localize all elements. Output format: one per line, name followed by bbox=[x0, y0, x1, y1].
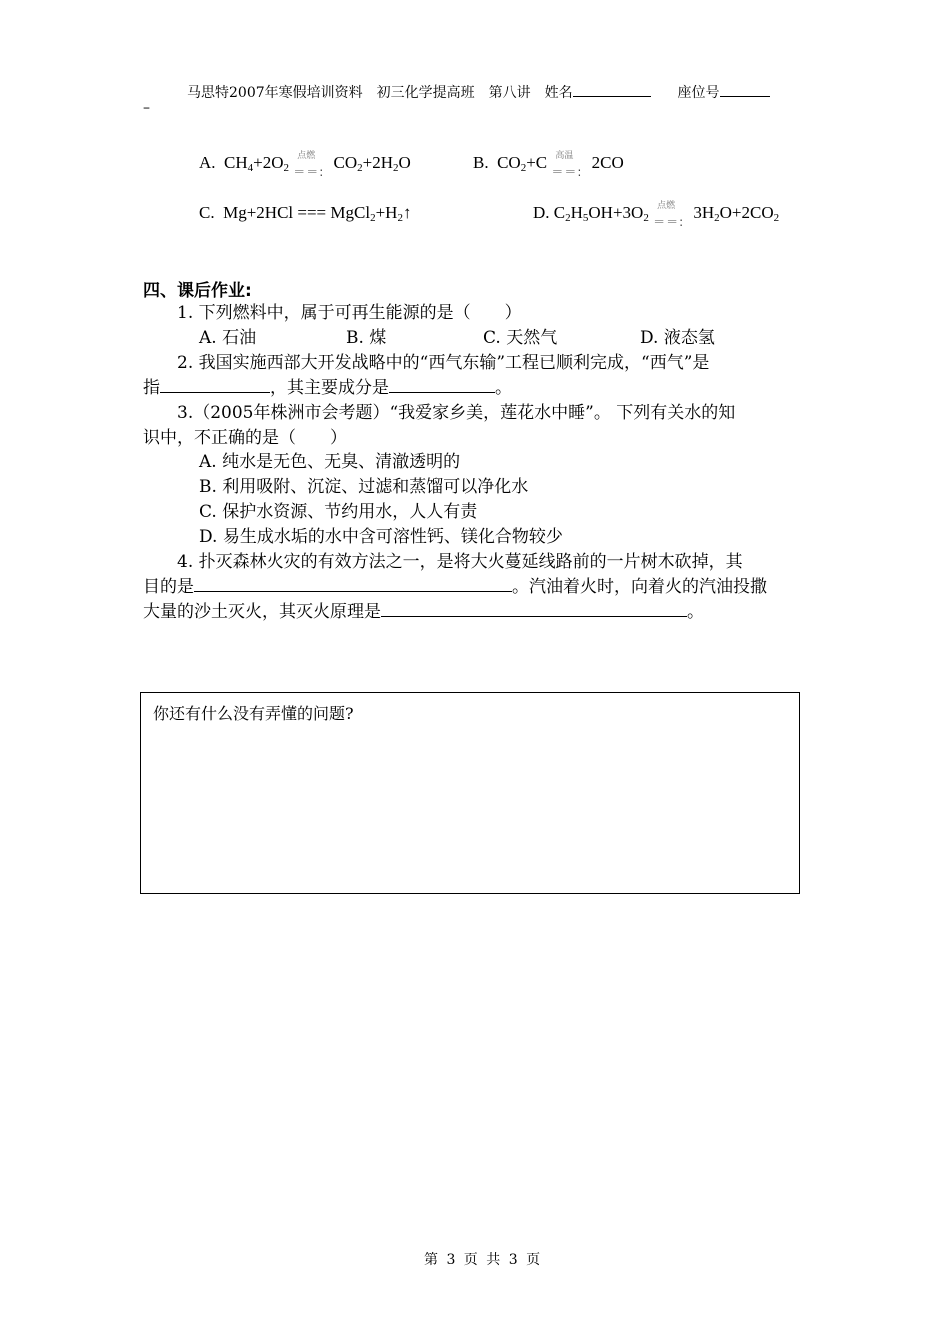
header-title: 马思特2007年寒假培训资料 初三化学提高班 第八讲 姓名 bbox=[187, 85, 573, 101]
question-2-line-1: 2. 我国实施西部大开发战略中的“西气东输”工程已顺利完成，“西气”是 bbox=[177, 353, 710, 373]
questions-box-prompt: 你还有什么没有弄懂的问题? bbox=[153, 704, 354, 723]
questions-box[interactable] bbox=[140, 692, 800, 894]
answer-blank[interactable] bbox=[389, 374, 495, 393]
question-4-line-2: 目的是 。汽油着火时，向着火的汽油投撒 bbox=[143, 572, 767, 597]
question-1-option-a: A. 石油 bbox=[199, 328, 257, 348]
equation-option-c: C. Mg+2HCl === $MgCl_2+H_2↑$ bbox=[199, 203, 412, 224]
equation-option-d: D. $C_2H_5OH+3O_2$ 点燃 ＝＝: $3H_2O+2CO_2$ bbox=[533, 201, 780, 230]
stray-mark: – bbox=[143, 100, 150, 116]
question-1-option-c: C. 天然气 bbox=[483, 328, 558, 348]
question-3-line-2: 识中，不正确的是（ ） bbox=[143, 428, 347, 448]
seat-label: 座位号 bbox=[677, 85, 720, 101]
section-title: 四、课后作业: bbox=[143, 281, 252, 301]
page-header bbox=[187, 82, 770, 102]
answer-blank[interactable] bbox=[160, 374, 270, 393]
reaction-condition: 高温 ＝＝: bbox=[551, 151, 583, 180]
equation-option-b: B. $CO_2+C$ 高温 ＝＝: 2CO bbox=[473, 151, 624, 180]
question-1-option-d: D. 液态氢 bbox=[640, 328, 715, 348]
gas-arrow-icon: ↑ bbox=[402, 203, 412, 222]
question-3-option-a: A. 纯水是无色、无臭、清澈透明的 bbox=[199, 452, 461, 472]
question-1-stem: 1. 下列燃料中，属于可再生能源的是（ ） bbox=[177, 303, 522, 323]
equation-option-a: A. $CH_4+2O_2$ 点燃 ＝＝: $CO_2+2H_2O$ bbox=[199, 151, 411, 180]
answer-blank[interactable] bbox=[194, 573, 512, 592]
question-3-option-d: D. 易生成水垢的水中含可溶性钙、镁化合物较少 bbox=[199, 527, 563, 547]
reaction-condition: 点燃 ＝＝: bbox=[293, 151, 325, 180]
question-2-line-2: 指 ，其主要成分是 。 bbox=[143, 373, 512, 398]
answer-blank[interactable] bbox=[381, 598, 687, 617]
page-footer: 第 3 页 共 3 页 bbox=[424, 1252, 543, 1268]
question-3-option-b: B. 利用吸附、沉淀、过滤和蒸馏可以净化水 bbox=[199, 477, 529, 497]
name-blank bbox=[573, 82, 651, 97]
question-4-line-1: 4. 扑灭森林火灾的有效方法之一，是将大火蔓延线路前的一片树木砍掉，其 bbox=[177, 552, 743, 572]
question-3-line-1: 3.（2005年株洲市会考题）“我爱家乡美，莲花水中睡”。 下列有关水的知 bbox=[177, 403, 736, 423]
question-3-option-c: C. 保护水资源、节约用水，人人有责 bbox=[199, 502, 478, 522]
question-1-option-b: B. 煤 bbox=[346, 328, 387, 348]
seat-blank bbox=[720, 82, 770, 97]
reaction-condition: 点燃 ＝＝: bbox=[653, 201, 685, 230]
question-4-line-3: 大量的沙土灭火，其灭火原理是 。 bbox=[143, 597, 704, 622]
